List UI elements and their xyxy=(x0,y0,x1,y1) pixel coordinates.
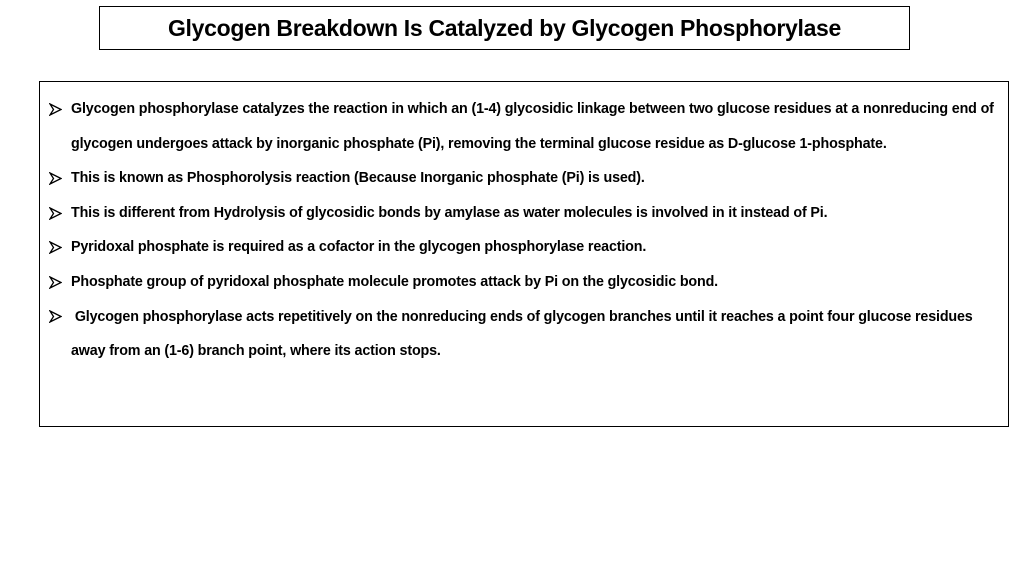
arrowhead-bullet-icon xyxy=(49,92,71,127)
slide-title: Glycogen Breakdown Is Catalyzed by Glycogen Phosphorylase xyxy=(167,14,842,41)
bullet-text: This is different from Hydrolysis of glycosidic bonds by amylase as water molecules is involved in it instead of Pi. xyxy=(71,204,828,221)
bullet-text: Glycogen phosphorylase acts repetitively on the nonreducing ends of glycogen branches until it reaches a point four glucose residues away from an (1-6) branch point, where its action stops. xyxy=(71,308,977,360)
arrowhead-bullet-icon xyxy=(49,196,71,231)
bullet-text: Glycogen phosphorylase catalyzes the reaction in which an (1-4) glycosidic linkage between two glucose residues at a nonreducing end of glycogen undergoes attack by inorganic phosphate (Pi), removing the terminal glucose residue as D-glucose 1-phosphate. xyxy=(71,101,998,152)
bullet-text: Pyridoxal phosphate is required as a cofactor in the glycogen phosphorylase reaction. xyxy=(71,239,647,256)
bullet-list xyxy=(49,92,1000,369)
bullet-item xyxy=(49,230,1000,265)
bullet-item xyxy=(49,300,1000,369)
bullet-text: Phosphate group of pyridoxal phosphate molecule promotes attack by Pi on the glycosidic bond. xyxy=(71,273,718,290)
content-box xyxy=(39,81,1009,427)
bullet-item xyxy=(49,196,1000,231)
slide-title-box xyxy=(99,6,910,50)
arrowhead-bullet-icon xyxy=(49,300,71,335)
bullet-item xyxy=(49,161,1000,196)
bullet-text: This is known as Phosphorolysis reaction (Because Inorganic phosphate (Pi) is used). xyxy=(71,170,645,187)
arrowhead-bullet-icon xyxy=(49,230,71,265)
bullet-item xyxy=(49,92,1000,161)
arrowhead-bullet-icon xyxy=(49,161,71,196)
bullet-item xyxy=(49,265,1000,300)
arrowhead-bullet-icon xyxy=(49,265,71,300)
